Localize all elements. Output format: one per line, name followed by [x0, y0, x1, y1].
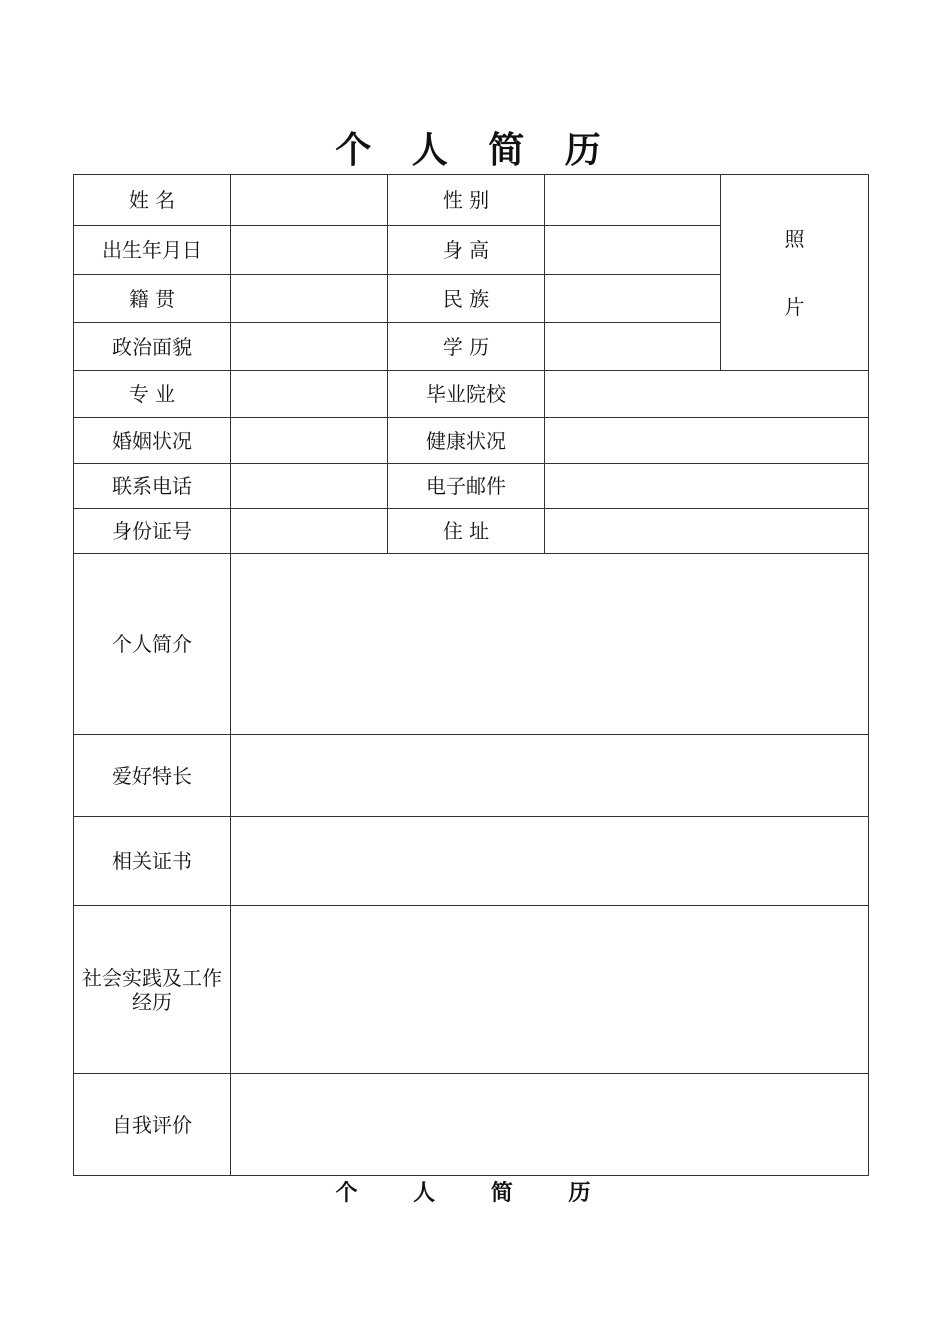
label-height: 身 高 [388, 226, 545, 275]
label-health: 健康状况 [388, 418, 545, 464]
label-hobbies: 爱好特长 [74, 735, 231, 817]
field-birthdate[interactable] [231, 226, 388, 275]
label-certificates: 相关证书 [74, 817, 231, 906]
field-phone[interactable] [231, 464, 388, 509]
field-address[interactable] [545, 509, 869, 554]
field-health[interactable] [545, 418, 869, 464]
label-name: 姓 名 [74, 175, 231, 226]
field-gender[interactable] [545, 175, 721, 226]
label-gender: 性 别 [388, 175, 545, 226]
label-email: 电子邮件 [388, 464, 545, 509]
field-native-place[interactable] [231, 275, 388, 323]
label-education: 学 历 [388, 323, 545, 371]
photo-box[interactable] [721, 175, 869, 371]
label-school: 毕业院校 [388, 371, 545, 418]
label-political-status: 政治面貌 [74, 323, 231, 371]
field-id-number[interactable] [231, 509, 388, 554]
field-political-status[interactable] [231, 323, 388, 371]
photo-label-1: 照 [784, 226, 805, 251]
label-birthdate: 出生年月日 [74, 226, 231, 275]
field-email[interactable] [545, 464, 869, 509]
label-phone: 联系电话 [74, 464, 231, 509]
label-address: 住 址 [388, 509, 545, 554]
field-experience[interactable] [231, 906, 869, 1074]
field-hobbies[interactable] [231, 735, 869, 817]
label-experience: 社会实践及工作经历 [74, 906, 231, 1074]
resume-table [73, 174, 869, 1176]
field-school[interactable] [545, 371, 869, 418]
field-major[interactable] [231, 371, 388, 418]
field-self-evaluation[interactable] [231, 1074, 869, 1176]
label-profile: 个人简介 [74, 554, 231, 735]
label-native-place: 籍 贯 [74, 275, 231, 323]
label-ethnicity: 民 族 [388, 275, 545, 323]
field-profile[interactable] [231, 554, 869, 735]
label-id-number: 身份证号 [74, 509, 231, 554]
label-marital-status: 婚姻状况 [74, 418, 231, 464]
page-title: 个 人 简 历 [335, 129, 615, 171]
field-education[interactable] [545, 323, 721, 371]
field-marital-status[interactable] [231, 418, 388, 464]
field-ethnicity[interactable] [545, 275, 721, 323]
field-certificates[interactable] [231, 817, 869, 906]
label-major: 专 业 [74, 371, 231, 418]
field-name[interactable] [231, 175, 388, 226]
photo-label-2: 片 [784, 294, 805, 319]
field-height[interactable] [545, 226, 721, 275]
footer-title: 个 人 简 历 [335, 1180, 615, 1206]
label-self-evaluation: 自我评价 [74, 1074, 231, 1176]
